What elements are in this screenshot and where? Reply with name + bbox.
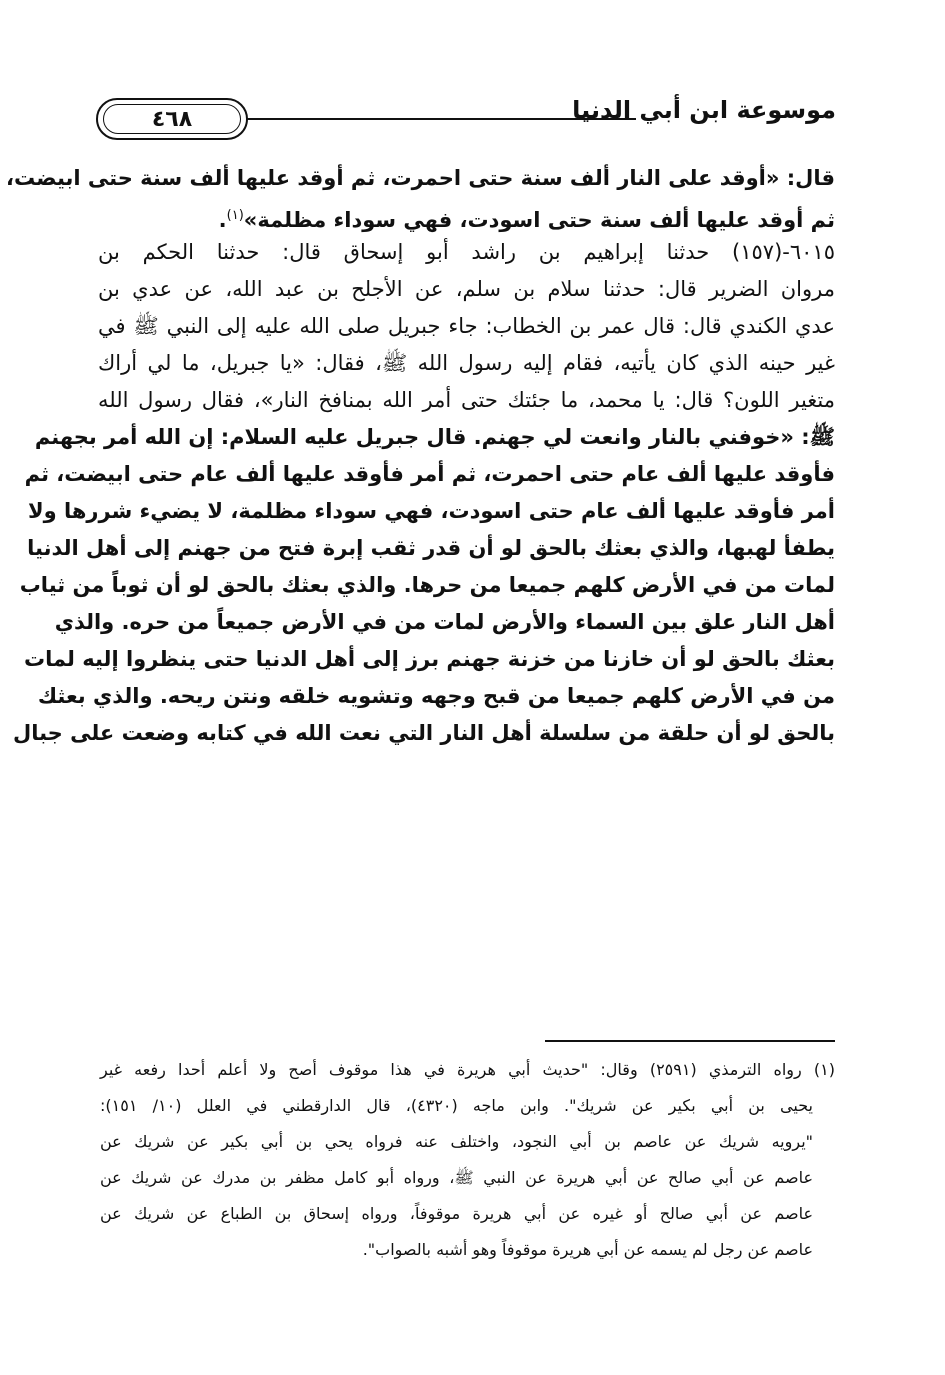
text-line: أمر فأوقد عليها ألف عام حتى اسودت، فهي سوداء مظلمة، لا يضيء شررها ولا [27, 499, 835, 523]
text-line: غير حينه الذي كان يأتيه، فقام إليه رسول الله ﷺ، فقال: «يا جبريل، ما لي أراك [98, 351, 835, 375]
text-line: مروان الضرير قال: حدثنا سلام بن سلم، عن الأجلح بن عبد الله، عن عدي بن [98, 277, 835, 301]
footnote-separator [545, 1040, 835, 1042]
footnotes [100, 1052, 835, 1268]
footnote-line: عاصم عن أبي صالح عن أبي هريرة عن النبي ﷺ، ورواه أبو كامل مظفر بن مدرك عن شريك عن [100, 1168, 813, 1187]
footnote-line: "يرويه شريك عن عاصم بن أبي النجود، واختلف عنه فرواه يحي بن أبي بكير عن شريك عن [100, 1132, 813, 1151]
page-number-frame [96, 98, 248, 140]
page-header [96, 88, 836, 148]
text-line: فأوقد عليها ألف عام حتى احمرت، ثم أمر فأوقد عليها ألف عام حتى ابيضت، ثم [24, 462, 835, 486]
text-line: عدي الكندي قال: قال عمر بن الخطاب: جاء جبريل صلى الله عليه إلى النبي ﷺ في [98, 314, 835, 338]
footnote-line: (١) رواه الترمذي (٢٥٩١) وقال: "حديث أبي هريرة في هذا موقوف أصح ولا أعلم أحدا رفعه غير [100, 1060, 835, 1079]
text-line: أهل النار علق بين السماء والأرض لمات من في الأرض جميعاً من حره. والذي [54, 610, 835, 634]
text-line: ٦٠١٥-(١٥٧) حدثنا إبراهيم بن راشد أبو إسحاق قال: حدثنا الحكم بن [98, 240, 835, 264]
text-line: ﷺ: «خوفني بالنار وانعت لي جهنم. قال جبريل عليه السلام: إن الله أمر بجهنم [34, 425, 835, 449]
text-line: من في الأرض كلهم جميعا من قبح وجهه وتشويه خلقه ونتن ريحه. والذي بعثك [37, 684, 835, 708]
text-line: يطفأ لهبها، والذي بعثك بالحق لو أن قدر ثقب إبرة فتح من جهنم إلى أهل الدنيا [27, 536, 835, 560]
footnote-line: عاصم عن رجل لم يسمه عن أبي هريرة موقوفاً وهو أشبه بالصواب". [362, 1240, 813, 1259]
text-line-content: ثم أوقد عليها ألف سنة حتى اسودت، فهي سوداء مظلمة» [243, 208, 835, 232]
paragraph-intro [6, 160, 835, 234]
text-line [98, 197, 835, 234]
footnote-line: يحيى بن أبي بكير عن شريك". وابن ماجه (٤٣٢٠)، قال الدارقطني في العلل (١٠/ ١٥١): [100, 1096, 813, 1115]
text-line: متغير اللون؟ قال: يا محمد، ما جئتك حتى أمر الله بمنافخ النار»، فقال رسول الله [98, 388, 835, 412]
paragraph-hadith [12, 234, 835, 752]
text-line: بالحق لو أن حلقة من سلسلة أهل النار التي نعت الله في كتابه وضعت على جبال [12, 721, 835, 745]
footnote-line: عاصم عن أبي صالح أو غيره عن أبي هريرة موقوفاً، ورواه إسحاق بن الطباع عن شريك عن [100, 1204, 813, 1223]
text-line: بعثك بالحق لو أن خازنا من خزنة جهنم برز إلى أهل الدنيا حتى ينظروا إليه لمات [23, 647, 835, 671]
final-period: . [218, 208, 227, 232]
footnote-marker[interactable]: (١) [226, 208, 244, 223]
text-line: لمات من في الأرض كلهم جميعا من حرها. والذي بعثك بالحق لو أن ثوباً من ثياب [19, 573, 835, 597]
main-text [6, 160, 835, 752]
book-title: موسوعة ابن أبي الدنيا [572, 96, 836, 124]
text-line: قال: «أوقد على النار ألف سنة حتى احمرت، ثم أوقد عليها ألف سنة حتى ابيضت، [6, 166, 835, 190]
page-number: ٤٦٨ [151, 106, 193, 132]
